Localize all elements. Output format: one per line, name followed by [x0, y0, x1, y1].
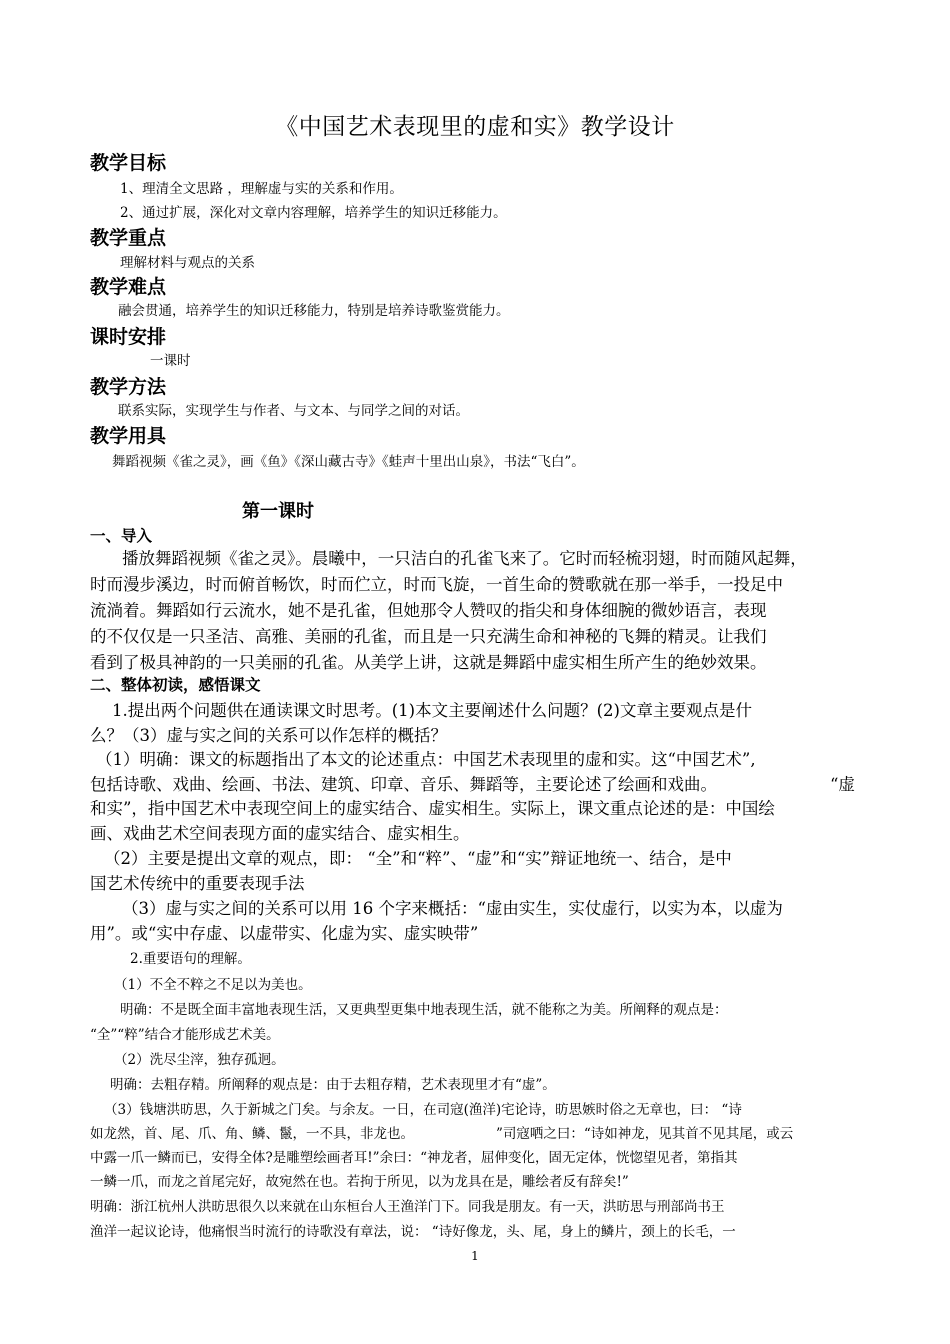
document-title: 《中国艺术表现里的虚和实》教学设计: [275, 114, 675, 140]
heading-difficulties: 教学难点: [90, 276, 167, 298]
section-2-line-8: 国艺术传统中的重要表现手法: [90, 874, 305, 893]
page-number: 1: [471, 1249, 479, 1263]
section-1-heading: 一、导入: [90, 527, 153, 545]
sentence-3-answer-line-1: 明确：浙江杭州人洪昉思很久以来就在山东桓台人王渔洋门下。同我是朋友。有一天，洪昉思与刑部尚书王: [90, 1199, 725, 1215]
heading-schedule: 课时安排: [90, 326, 167, 348]
heading-key-points: 教学重点: [90, 227, 167, 249]
key-points-text: 理解材料与观点的关系: [120, 255, 255, 271]
sentence-1: （1）不全不粹之不足以为美也。: [114, 977, 312, 993]
section-2-heading: 二、整体初读，感悟课文: [90, 676, 261, 694]
goal-item-1: 1、理清全文思路 ，理解虚与实的关系和作用。: [120, 181, 403, 197]
goal-item-2: 2、通过扩展，深化对文章内容理解，培养学生的知识迁移能力。: [120, 205, 507, 221]
section-2-line-10: 用”。或“实中存虚、以虚带实、化虚为实、虚实映带”: [90, 924, 479, 943]
section-1-line-4: 的不仅仅是一只圣洁、高雅、美丽的孔雀，而且是一只充满生命和神秘的飞舞的精灵。让我们: [90, 627, 767, 646]
section-2-line-1: 1.提出两个问题供在通读课文时思考。(1)本文主要阐述什么问题？(2)文章主要观点是什: [112, 701, 752, 720]
heading-tools: 教学用具: [90, 425, 167, 447]
sentence-3-line-2-tail: ”司寇哂之曰：“诗如神龙，见其首不见其尾，或云: [496, 1126, 794, 1142]
important-sentences-heading: 2.重要语句的理解。: [130, 951, 251, 967]
section-2-line-3: （1）明确：课文的标题指出了本文的论述重点：中国艺术表现里的虚和实。这“中国艺术”,: [96, 750, 756, 769]
section-2-line-5: 和实”，指中国艺术中表现空间上的虚实结合、虚实相生。实际上，课文重点论述的是：中国绘: [90, 799, 775, 818]
schedule-text: 一课时: [150, 353, 191, 369]
section-1-line-5: 看到了极具神韵的一只美丽的孔雀。从美学上讲，这就是舞蹈中虚实相生所产生的绝妙效果。: [90, 653, 767, 672]
section-2-line-9: （3）虚与实之间的关系可以用 16 个字来概括：“虚由实生，实仗虚行，以实为本，以虚为: [122, 899, 783, 918]
section-2-line-4-tail: “虚: [830, 775, 855, 794]
sentence-1-answer-b: “全”“粹”结合才能形成艺术美。: [90, 1027, 280, 1043]
difficulties-text: 融会贯通，培养学生的知识迁移能力，特别是培养诗歌鉴赏能力。: [118, 303, 510, 319]
sentence-3-line-2: 如龙然，首、尾、爪、角、鳞、鬣，一不具，非龙也。: [90, 1126, 414, 1142]
sentence-2: （2）洗尽尘滓，独存孤迥。: [114, 1052, 285, 1068]
section-1-line-1: 播放舞蹈视频《雀之灵》。晨曦中，一只洁白的孔雀飞来了。它时而轻梳羽翅，时而随风起舞，: [122, 549, 807, 568]
sentence-3-line-3: 中露一爪一鳞而已，安得全体?是雕塑绘画者耳!”余曰：“神龙者，屈伸变化，固无定体，恍惚望见者，第指其: [90, 1150, 738, 1166]
heading-teaching-goals: 教学目标: [90, 152, 167, 174]
sentence-3-answer-line-2: 渔洋一起议论诗，他痛恨当时流行的诗歌没有章法，说： “诗好像龙，头、尾，身上的鳞片，颈上的长毛，一: [90, 1224, 736, 1240]
sentence-3-line-4: 一鳞一爪，而龙之首尾完好，故宛然在也。若拘于所见，以为龙具在是，雕绘者反有辞矣!”: [90, 1174, 629, 1190]
methods-text: 联系实际，实现学生与作者、与文本、与同学之间的对话。: [118, 403, 469, 419]
heading-methods: 教学方法: [90, 376, 167, 398]
tools-text: 舞蹈视频《雀之灵》，画《鱼》《深山藏古寺》《蛙声十里出山泉》，书法“飞白”。: [112, 454, 585, 470]
section-1-line-2: 时而漫步溪边，时而俯首畅饮，时而伫立，时而飞旋，一首生命的赞歌就在那一举手，一投足中: [90, 575, 783, 594]
section-2-line-6: 画、戏曲艺术空间表现方面的虚实结合、虚实相生。: [90, 824, 470, 843]
section-2-line-2: 么？（3）虚与实之间的关系可以作怎样的概括？: [90, 726, 447, 745]
sentence-3-line-1: （3）钱塘洪昉思，久于新城之门矣。与余友。一日，在司寇(渔洋)宅论诗，昉思嫉时俗之无章也，曰： “诗: [104, 1102, 742, 1118]
section-1-line-3: 流淌着。舞蹈如行云流水，她不是孔雀，但她那令人赞叹的指尖和身体细腕的微妙语言，表现: [90, 601, 767, 620]
section-2-line-4: 包括诗歌、戏曲、绘画、书法、建筑、印章、音乐、舞蹈等，主要论述了绘画和戏曲。: [90, 775, 717, 794]
sentence-1-answer-a: 明确：不是既全面丰富地表现生活，又更典型更集中地表现生活，就不能称之为美。所阐释的观点是：: [120, 1002, 728, 1018]
lesson-title: 第一课时: [242, 501, 314, 522]
section-2-line-7: （2）主要是提出文章的观点，即： “全”和“粹”、“虚”和“实”辩证地统一、结合，是中: [104, 849, 732, 868]
sentence-2-answer: 明确：去粗存精。所阐释的观点是：由于去粗存精，艺术表现里才有“虚”。: [110, 1077, 556, 1093]
